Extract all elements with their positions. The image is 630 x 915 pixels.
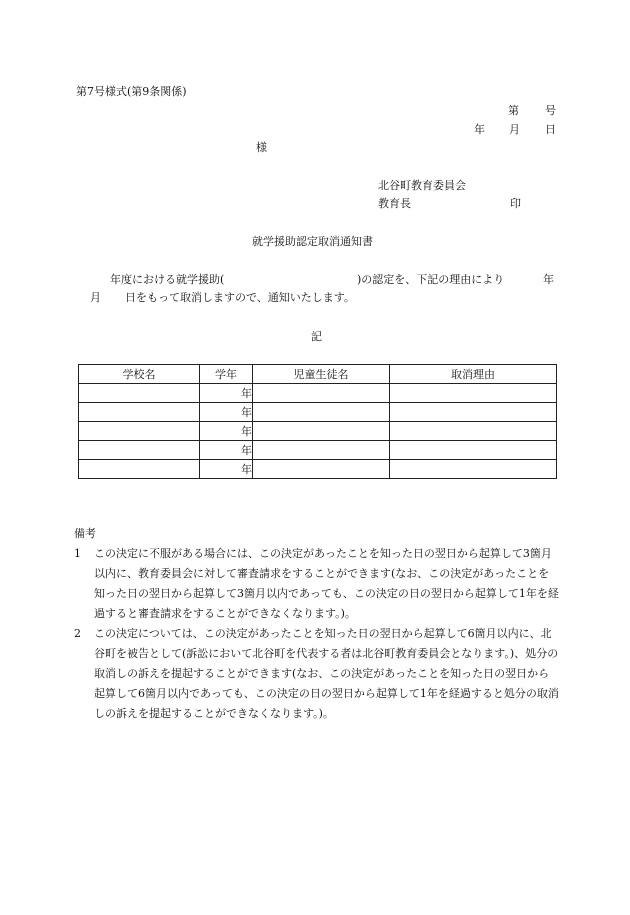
grade-cell: 年 — [200, 460, 253, 479]
issuer-title: 教育長 — [378, 197, 411, 210]
table-row — [79, 441, 557, 460]
body-line2-month: 月 — [90, 291, 101, 304]
col-reason: 取消理由 — [390, 365, 557, 384]
notes-section — [74, 524, 560, 724]
col-student-name: 児童生徒名 — [253, 365, 390, 384]
note-item — [74, 544, 560, 624]
note-text: この決定に不服がある場合には、この決定があったことを知った日の翌日から起算して3箇月以内に、教育委員会に対して審査請求をすることができます(なお、この決定があったことを知った日の翌日から起算して3箇月以内であっても、この決定の日の翌日から起算して1年を経過すると審査請求をすることができなくなります。)。 — [94, 547, 559, 620]
body-line1-end: 年 — [543, 273, 554, 286]
table-row — [79, 384, 557, 403]
number-go: 号 — [545, 104, 556, 117]
note-text: この決定については、この決定があったことを知った日の翌日から起算して6箇月以内に、北谷町を被告として(訴訟において北谷町を代表する者は北谷町教育委員会となります。)、処分の取消しの訴えを提起することができます(なお、この決定があったことを知った日の翌日から起算して6箇月以内であっても、この決定の日の翌日から起算して1年を経過すると処分の取消しの訴えを提起することができなくなります。)。 — [94, 627, 559, 720]
school-cell — [79, 422, 200, 441]
col-grade: 学年 — [200, 365, 253, 384]
table-row — [79, 422, 557, 441]
grade-cell: 年 — [200, 441, 253, 460]
cancellation-table — [78, 364, 557, 479]
document-title: 就学援助認定取消通知書 — [252, 235, 373, 248]
issuer-org: 北谷町教育委員会 — [378, 179, 466, 192]
reason-cell — [390, 422, 557, 441]
number-dai: 第 — [508, 104, 519, 117]
date-month: 月 — [509, 123, 520, 136]
school-cell — [79, 384, 200, 403]
body-line1-start: 年度における就学援助( — [110, 273, 225, 286]
student-cell — [253, 460, 390, 479]
student-cell — [253, 441, 390, 460]
seal-mark: 印 — [510, 197, 521, 210]
school-cell — [79, 441, 200, 460]
date-day: 日 — [545, 123, 556, 136]
school-cell — [79, 460, 200, 479]
table-row — [79, 403, 557, 422]
grade-cell: 年 — [200, 403, 253, 422]
body-line2-text: 日をもって取消しますので、通知いたします。 — [125, 291, 355, 304]
table-row — [79, 460, 557, 479]
date-year: 年 — [474, 123, 485, 136]
student-cell — [253, 422, 390, 441]
table-header-row — [79, 365, 557, 384]
note-item — [74, 624, 560, 724]
form-label: 第7号様式(第9条関係) — [76, 85, 187, 98]
note-number: 2 — [74, 627, 81, 640]
reason-cell — [390, 460, 557, 479]
addressee-suffix: 様 — [256, 141, 267, 154]
notes-heading: 備考 — [74, 527, 96, 540]
col-school-name: 学校名 — [79, 365, 200, 384]
student-cell — [253, 384, 390, 403]
reason-cell — [390, 441, 557, 460]
note-number: 1 — [74, 547, 81, 560]
grade-cell: 年 — [200, 422, 253, 441]
body-line1-mid: )の認定を、下記の理由により — [357, 273, 505, 286]
student-cell — [253, 403, 390, 422]
grade-cell: 年 — [200, 384, 253, 403]
reason-cell — [390, 384, 557, 403]
reason-cell — [390, 403, 557, 422]
ki-marker: 記 — [311, 330, 322, 343]
school-cell — [79, 403, 200, 422]
